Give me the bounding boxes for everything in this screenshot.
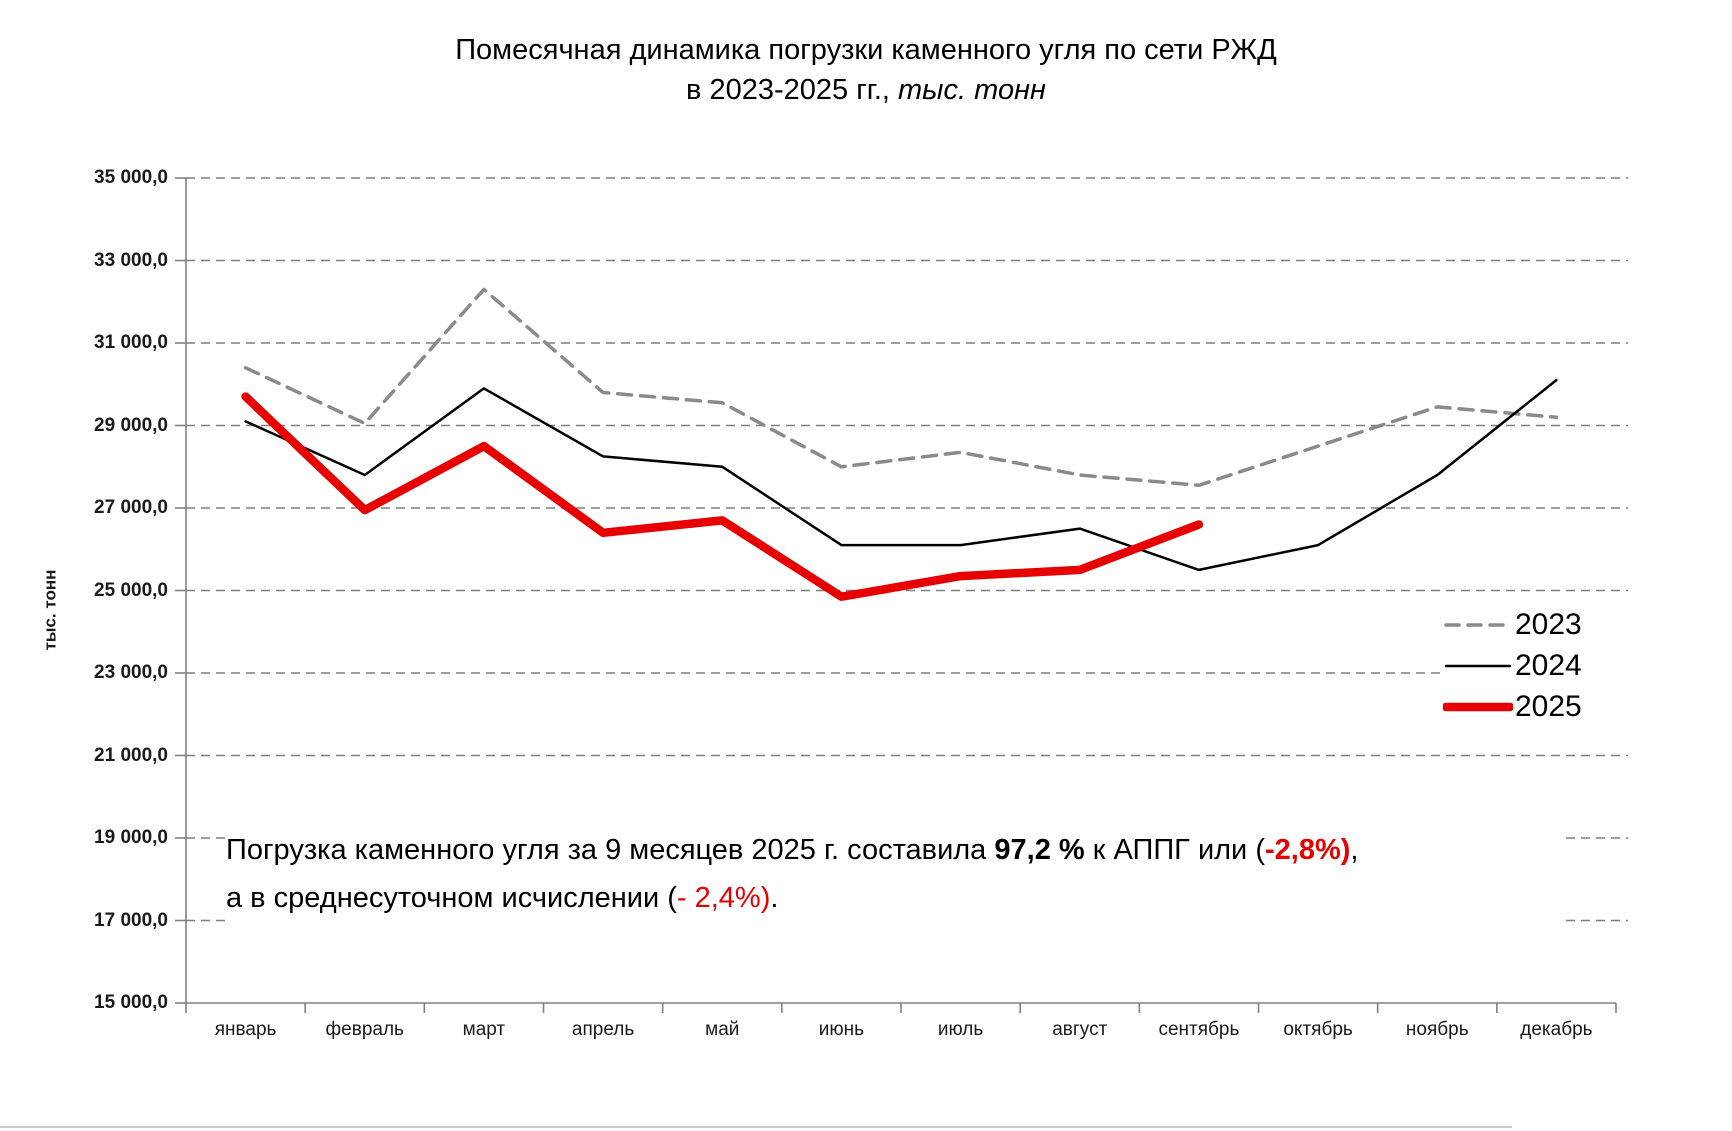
x-axis-label-2: февраль bbox=[325, 1019, 404, 1040]
legend-swatch-2023 bbox=[1443, 608, 1513, 642]
chart-title-unit: тыс. тонн bbox=[898, 74, 1046, 106]
series-line-2024 bbox=[246, 380, 1557, 570]
legend-item-2025 bbox=[1443, 686, 1673, 727]
series-line-2025 bbox=[246, 397, 1199, 597]
legend-label-2025: 2025 bbox=[1515, 689, 1582, 723]
y-axis-tick-label: 35 000,0 bbox=[94, 167, 168, 188]
bottom-border bbox=[0, 1126, 1512, 1128]
y-axis-tick-label: 21 000,0 bbox=[94, 744, 168, 766]
x-axis-label-8: август bbox=[1052, 1019, 1108, 1040]
y-axis-tick-label: 19 000,0 bbox=[94, 827, 168, 848]
y-axis-tick-label: 33 000,0 bbox=[94, 249, 168, 271]
x-axis-label-9: сентябрь bbox=[1158, 1019, 1240, 1040]
x-axis-label-7: июль bbox=[937, 1019, 984, 1040]
x-axis-label-6: июнь bbox=[818, 1019, 865, 1040]
y-axis-tick-label: 23 000,0 bbox=[94, 662, 168, 683]
chart-title-line2: в 2023-2025 гг., тыс. тонн bbox=[686, 74, 1046, 106]
annotation-textbox bbox=[226, 826, 1566, 922]
legend-label-2023: 2023 bbox=[1515, 607, 1582, 641]
series-line-2023 bbox=[246, 289, 1557, 485]
x-axis-label-12: декабрь bbox=[1520, 1019, 1593, 1040]
x-axis-label-5: май bbox=[705, 1019, 740, 1040]
annotation-line2: а в среднесуточном исчислении (- 2,4%). bbox=[226, 882, 779, 914]
legend bbox=[1443, 602, 1673, 729]
y-axis-title: тыс. тонн bbox=[40, 569, 59, 651]
annotation-line1: Погрузка каменного угля за 9 месяцев 2025 г. составила 97,2 % к АППГ или (-2,8%), bbox=[226, 834, 1359, 866]
x-axis-label-3: март bbox=[462, 1019, 506, 1040]
x-axis-label-10: октябрь bbox=[1283, 1019, 1353, 1040]
legend-label-2024: 2024 bbox=[1515, 648, 1582, 682]
legend-item-2024 bbox=[1443, 645, 1673, 686]
legend-swatch-2025 bbox=[1443, 690, 1513, 724]
y-axis-tick-label: 29 000,0 bbox=[94, 414, 168, 436]
chart-title-line1: Помесячная динамика погрузки каменного угля по сети РЖД bbox=[455, 34, 1277, 66]
legend-item-2023 bbox=[1443, 604, 1673, 645]
y-axis-tick-label: 17 000,0 bbox=[94, 909, 168, 931]
y-axis-tick-label: 15 000,0 bbox=[94, 992, 168, 1013]
x-axis-label-1: январь bbox=[214, 1019, 277, 1040]
x-axis-label-11: ноябрь bbox=[1405, 1019, 1469, 1040]
x-axis-label-4: апрель bbox=[571, 1019, 635, 1040]
y-axis-tick-label: 27 000,0 bbox=[94, 497, 168, 518]
legend-swatch-2024 bbox=[1443, 649, 1513, 683]
y-axis-tick-label: 31 000,0 bbox=[94, 332, 168, 353]
y-axis-tick-label: 25 000,0 bbox=[94, 579, 168, 601]
